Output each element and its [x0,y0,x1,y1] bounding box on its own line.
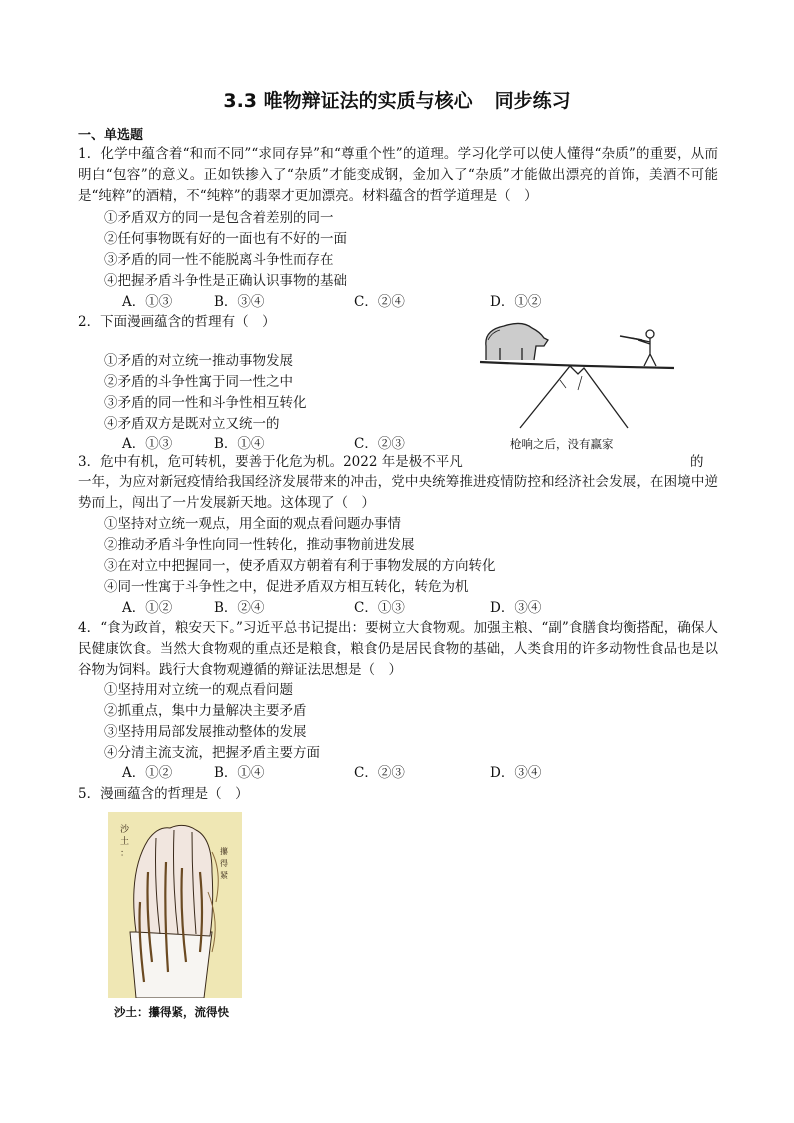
q2-cartoon-caption: 枪响之后，没有赢家 [510,437,614,451]
q3-option-a[interactable]: A．①② [122,600,173,616]
q5-cartoon-image [108,812,242,998]
q3-option-b[interactable]: B．②④ [214,600,265,616]
q2-cartoon-image [478,318,678,430]
q3-stem-line1-end: 的 [690,454,704,470]
q2-item-3: ③矛盾的同一性和斗争性相互转化 [104,395,307,411]
q4-option-b[interactable]: B．①④ [214,765,265,781]
q2-option-a[interactable]: A．①③ [122,436,173,452]
q3-stem-line1: 3．危中有机，危可转机，要善于化危为机。2022 年是极不平凡 [78,454,463,470]
q3-item-4: ④同一性寓于斗争性之中，促进矛盾双方相互转化，转危为机 [104,579,469,595]
q3-item-2: ②推动矛盾斗争性向同一性转化，推动事物前进发展 [104,537,415,553]
q2-option-c[interactable]: C．②③ [354,436,405,452]
q4-option-d[interactable]: D．③④ [490,765,542,781]
q4-item-1: ①坚持用对立统一的观点看问题 [104,682,293,698]
q2-item-4: ④矛盾双方是既对立又统一的 [104,416,280,432]
svg-text:沙: 沙 [120,825,130,835]
svg-text:：: ： [120,849,130,859]
q4-item-3: ③坚持用局部发展推动整体的发展 [104,724,307,740]
q1-stem: 1．化学中蕴含着“和而不同”“求同存异”和“尊重个性”的道理。学习化学可以使人懂得“杂质”的重要，从而明白“包容”的意义。正如铁掺入了“杂质”才能变成钢，金加入了“杂质”才能做出漂亮的首饰，美酒不可能是“纯粹”的酒精，不“纯粹”的翡翠才更加漂亮。材料蕴含的哲学道理是（ ） [78,146,718,204]
title-main: 3.3 唯物辩证法的实质与核心 [223,90,473,112]
svg-text:紧: 紧 [220,871,228,880]
title-sub: 同步练习 [494,90,571,112]
q2-option-b[interactable]: B．①④ [214,436,265,452]
q3-option-d[interactable]: D．③④ [490,600,542,616]
q5-cartoon-caption: 沙土：攥得紧，流得快 [114,1005,229,1019]
q1-option-d[interactable]: D．①② [490,294,542,310]
q4-option-c[interactable]: C．②③ [354,765,405,781]
q1-item-3: ③矛盾的同一性不能脱离斗争性而存在 [104,252,334,268]
q4-item-2: ②抓重点，集中力量解决主要矛盾 [104,703,307,719]
q1-item-4: ④把握矛盾斗争性是正确认识事物的基础 [104,273,347,289]
q2-item-2: ②矛盾的斗争性寓于同一性之中 [104,374,293,390]
q1-item-1: ①矛盾双方的同一是包含着差别的同一 [104,210,334,226]
q2-stem: 2．下面漫画蕴含的哲理有（ ） [78,314,276,330]
svg-text:攥: 攥 [220,847,228,856]
q4-item-4: ④分清主流支流，把握矛盾主要方面 [104,745,320,761]
q2-item-1: ①矛盾的对立统一推动事物发展 [104,353,293,369]
page-title [0,86,794,113]
q4-option-a[interactable]: A．①② [122,765,173,781]
q3-item-3: ③在对立中把握同一，使矛盾双方朝着有利于事物发展的方向转化 [104,558,496,574]
q3-option-c[interactable]: C．①③ [354,600,405,616]
q5-stem: 5．漫画蕴含的哲理是（ ） [78,786,249,802]
q3-item-1: ①坚持对立统一观点，用全面的观点看问题办事情 [104,516,401,532]
svg-text:得: 得 [220,859,228,868]
svg-text:土: 土 [120,837,130,847]
q1-item-2: ②任何事物既有好的一面也有不好的一面 [104,231,347,247]
q1-option-b[interactable]: B．③④ [214,294,265,310]
q4-stem: 4．“食为政首，粮安天下。”习近平总书记提出：要树立大食物观。加强主粮、“副”食膳食均衡搭配，确保人民健康饮食。当然大食物观的重点还是粮食，粮食仍是居民食物的基础，人类食用的许多动物性食品也是以谷物为饲料。践行大食物观遵循的辩证法思想是（ ） [78,620,718,678]
section-heading: 一、单选题 [78,128,144,143]
q3-stem-rest: 一年，为应对新冠疫情给我国经济发展带来的冲击，党中央统筹推进疫情防控和经济社会发展，在困境中逆势而上，闯出了一片发展新天地。这体现了（ ） [78,474,718,511]
q1-option-a[interactable]: A．①③ [122,294,173,310]
q1-option-c[interactable]: C．②④ [354,294,405,310]
